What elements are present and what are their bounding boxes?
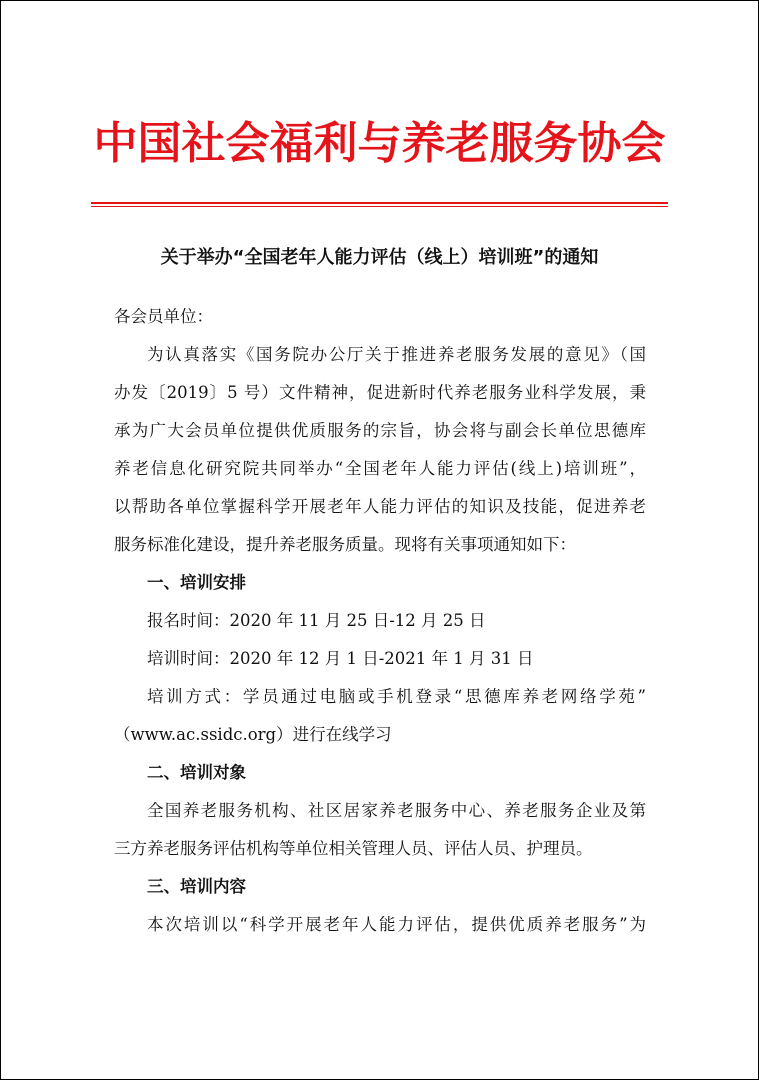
training-method-line: （www.ac.ssidc.org）进行在线学习 bbox=[114, 725, 392, 744]
content-line: 本次培训以“科学开展老年人能力评估，提供优质养老服务”为 bbox=[147, 915, 646, 934]
intro-line: 以帮助各单位掌握科学开展老年人能力评估的知识及技能，促进养老 bbox=[114, 497, 646, 516]
salutation: 各会员单位： bbox=[114, 307, 213, 326]
section-heading-content: 三、培训内容 bbox=[147, 877, 246, 896]
letterhead-red-rule-thin bbox=[91, 206, 668, 207]
intro-line: 养老信息化研究院共同举办“全国老年人能力评估(线上)培训班”， bbox=[114, 459, 646, 478]
intro-line: 承为广大会员单位提供优质服务的宗旨，协会将与副会长单位思德库 bbox=[114, 421, 646, 440]
intro-paragraph bbox=[114, 336, 646, 564]
intro-line: 为认真落实《国务院办公厅关于推进养老服务发展的意见》（国 bbox=[147, 345, 646, 364]
audience-line: 三方养老服务评估机构等单位相关管理人员、评估人员、护理员。 bbox=[114, 839, 593, 858]
registration-time: 报名时间：2020 年 11 月 25 日-12 月 25 日 bbox=[147, 611, 486, 630]
section-heading-audience: 二、培训对象 bbox=[147, 763, 246, 782]
letterhead-red-rule-thick bbox=[91, 202, 668, 204]
org-letterhead-title: 中国社会福利与养老服务协会 bbox=[93, 118, 666, 169]
training-method-line: 培训方式：学员通过电脑或手机登录“思德库养老网络学苑” bbox=[147, 687, 646, 706]
page-border-top bbox=[0, 0, 759, 1]
audience-line: 全国养老服务机构、社区居家养老服务中心、养老服务企业及第 bbox=[147, 801, 646, 820]
training-time: 培训时间：2020 年 12 月 1 日-2021 年 1 月 31 日 bbox=[147, 649, 534, 668]
section-heading-arrangement: 一、培训安排 bbox=[147, 573, 246, 592]
intro-line: 服务标准化建设，提升养老服务质量。现将有关事项通知如下： bbox=[114, 535, 576, 554]
notice-title: 关于举办“全国老年人能力评估（线上）培训班”的通知 bbox=[160, 247, 599, 268]
intro-line: 办发〔2019〕5 号）文件精神，促进新时代养老服务业科学发展，秉 bbox=[114, 383, 646, 402]
document-body bbox=[114, 298, 646, 944]
